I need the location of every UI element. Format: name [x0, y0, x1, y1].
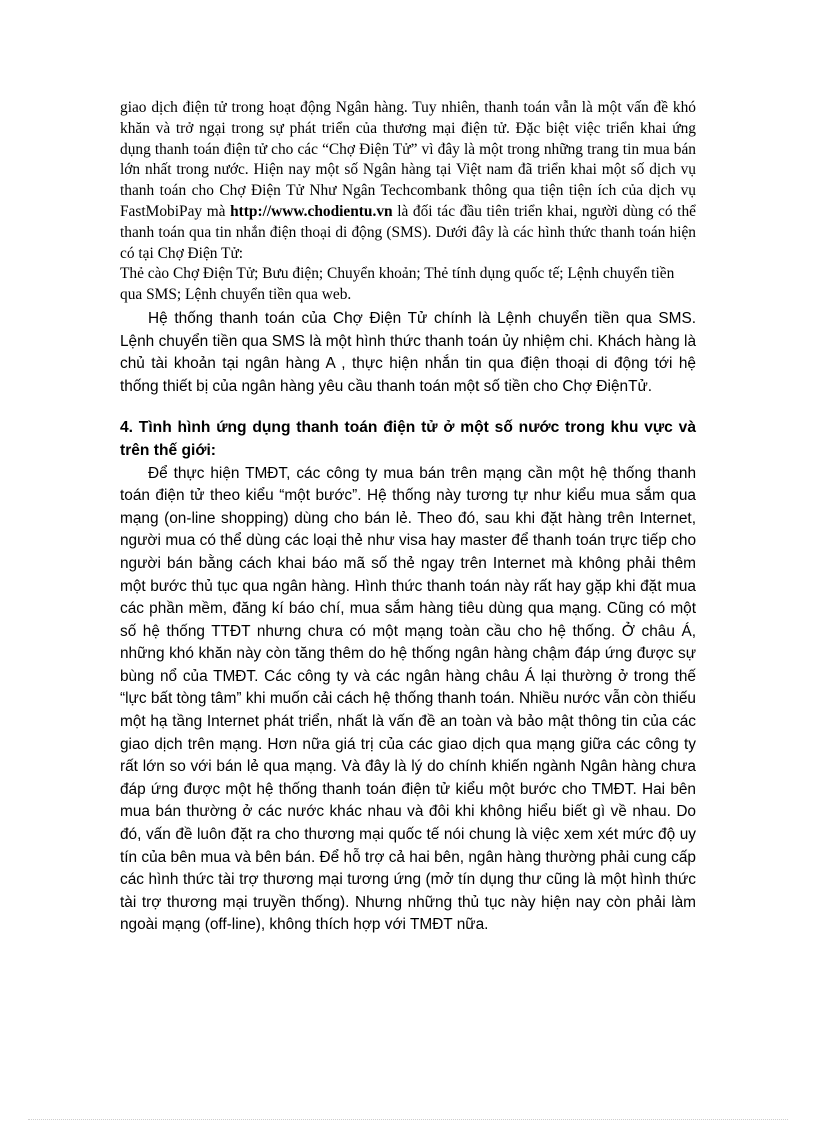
- paragraph-payment-intro: [120, 98, 696, 264]
- paragraph-text-after-link: là đối tác đầu tiên triển khai, người dùng có thể thanh toán qua tin nhắn điện thoại di động (SMS). Dưới đây là các hình thức thanh toán hiện có tại Chợ Điện Tử:: [120, 202, 696, 262]
- payment-methods-list: Thẻ cào Chợ Điện Tử; Bưu điện; Chuyển khoản; Thẻ tính dụng quốc tế; Lệnh chuyển tiền qua SMS; Lệnh chuyển tiền qua web.: [120, 265, 675, 304]
- paragraph-text-before-link: giao dịch điện tử trong hoạt động Ngân hàng. Tuy nhiên, thanh toán vẫn là một vấn đề khó khăn và trở ngại trong sự phát triển của thương mại điện tử. Đặc biệt việc triển khai ứng dụng thanh toán điện tử cho các “Chợ Điện Tử” vì đây là một trong những trang tin mua bán lớn nhất trong nước. Hiện nay một số Ngân hàng tại Việt nam đã triển khai một số dịch vụ thanh toán cho Chợ Điện Tử Như Ngân Techcombank thông qua tiện tiện ích của dịch vụ FastMobiPay mà: [120, 99, 696, 220]
- page-footer-divider: [28, 1119, 788, 1120]
- document-page: [120, 98, 696, 937]
- section-4-body: Để thực hiện TMĐT, các công ty mua bán trên mạng cần một hệ thống thanh toán điện tử theo kiểu “một bước”. Hệ thống này tương tự như kiểu mua sắm qua mạng (on-line shopping) dùng cho bán lẻ. Theo đó, sau khi đặt hàng trên Internet, người mua có thể dùng các loại thẻ như visa hay master để thanh toán trực tiếp cho người bán bằng cách khai báo mã số thẻ ngay trên Internet mà không phải thêm một bước thủ tục qua ngân hàng. Hình thức thanh toán này rất hay gặp khi đặt mua các phần mềm, đăng kí báo chí, mua sắm hàng tiêu dùng qua mạng. Cũng có một số hệ thống TTĐT nhưng chưa có một mạng toàn cầu cho hệ thống. Ở châu Á, những khó khăn này còn tăng thêm do hệ thống ngân hàng chậm đáp ứng được sự bùng nổ của TMĐT. Các công ty và các ngân hàng châu Á lại thường ở trong thế “lực bất tòng tâm” khi muốn cải cách hệ thống thanh toán. Nhiều nước vẫn còn thiếu một hạ tầng Internet phát triển, nhất là vấn đề an toàn và bảo mật thông tin của các giao dịch trên mạng. Hơn nữa giá trị của các giao dịch qua mạng giữa các công ty rất lớn so với bán lẻ qua mạng. Và đây là lý do chính khiến ngành Ngân hàng chưa đáp ứng được một hệ thống thanh toán điện tử kiểu một bước cho TMĐT. Hai bên mua bán thường ở các nước khác nhau và đôi khi không hiểu biết gì về nhau. Do đó, vấn đề luôn đặt ra cho thương mại quốc tế nói chung là việc xem xét mức độ uy tín của bên mua và bên bán. Để hỗ trợ cả hai bên, ngân hàng thường phải cung cấp các hình thức tài trợ thương mại tương ứng (mở tín dụng thư cũng là một hình thức tài trợ thương mại truyền thống). Nhưng những thủ tục này hiện nay còn phải làm ngoài mạng (off-line), không thích hợp với TMĐT nữa.: [120, 464, 696, 934]
- paragraph-sms-transfer: Hệ thống thanh toán của Chợ Điện Tử chính là Lệnh chuyển tiền qua SMS. Lệnh chuyển tiền qua SMS là một hình thức thanh toán ủy nhiệm chi. Khách hàng là chủ tài khoản tại ngân hàng A , thực hiện nhắn tin qua điện thoại di động tới hệ thống thiết bị của ngân hàng yêu cầu thanh toán một số tiền cho Chợ ĐiệnTử.: [120, 309, 696, 395]
- section-4-heading: 4. Tình hình ứng dụng thanh toán điện tử ở một số nước trong khu vực và trên thế giới:: [120, 419, 696, 459]
- chodientu-link[interactable]: http://www.chodientu.vn: [230, 202, 393, 220]
